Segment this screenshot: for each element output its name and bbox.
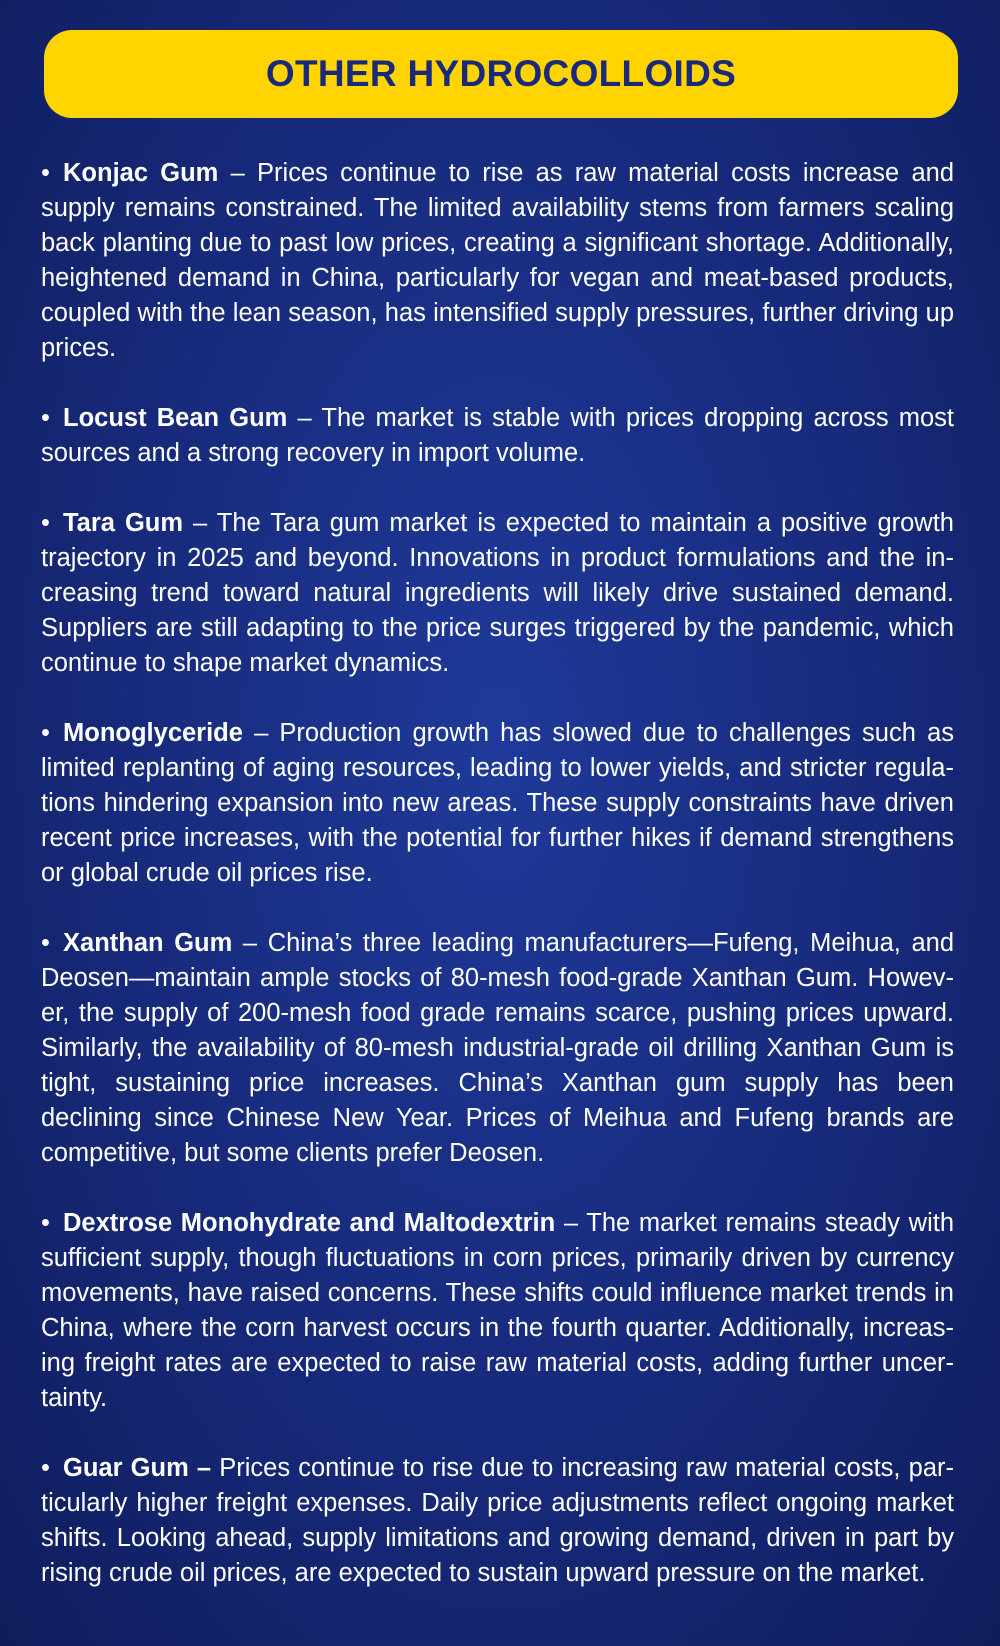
- item-term: Locust Bean Gum: [63, 404, 288, 432]
- item-text: – China’s three leading manufacturers—Fufeng, Meihua, and Deosen—maintain ample stocks of 80-mesh food-grade Xanthan Gum. However, the supply of 200-mesh food grade remains scarce, pushing prices upward. Similarly, the availability of 80-mesh industrial-grade oil drilling Xanthan Gum is tight, sustaining price increases. China’s Xanthan gum supply has been declining since Chinese New Year. Prices of Meihua and Fufeng brands are competitive, but some clients prefer Deosen.: [41, 929, 955, 1167]
- bullet-icon: •: [41, 404, 50, 432]
- item-term: Xanthan Gum: [63, 929, 233, 957]
- content-list: [41, 156, 954, 1626]
- list-item-locust-bean-gum: [41, 401, 954, 471]
- list-item-monoglyceride: [41, 716, 954, 891]
- list-item-konjac-gum: [41, 156, 954, 366]
- page-title: OTHER HYDROCOLLOIDS: [265, 53, 737, 94]
- item-text: Prices continue to rise due to increasing raw material costs, particularly higher freight expenses. Daily price adjustments reflect ongoing market shifts. Looking ahead, supply limitations and growing demand, driven in part by rising crude oil prices, are expected to sustain upward pressure on the market.: [41, 1454, 955, 1587]
- item-text: – The market remains steady with sufficient supply, though fluctuations in corn prices, primarily driven by currency movements, have raised concerns. These shifts could influence market trends in China, where the corn harvest occurs in the fourth quarter. Additionally, increasing freight rates are expected to raise raw material costs, adding further uncertainty.: [41, 1209, 955, 1412]
- bullet-icon: •: [41, 509, 50, 537]
- list-item-guar-gum: [41, 1451, 954, 1591]
- item-text: – Prices continue to rise as raw material costs increase and supply remains constrained. The limited availability stems from farmers scaling back planting due to past low prices, creating a significant shortage. Additionally, heightened demand in China, particularly for vegan and meat-based products, coupled with the lean season, has intensified supply pressures, further driving up prices.: [41, 159, 955, 362]
- item-text: – The market is stable with prices dropping across most sources and a strong recovery in import volume.: [41, 404, 954, 467]
- bullet-icon: •: [41, 1209, 50, 1237]
- list-item-tara-gum: [41, 506, 954, 681]
- title-banner: [44, 30, 958, 118]
- bullet-icon: •: [41, 929, 50, 957]
- item-text: – Production growth has slowed due to challenges such as limited replanting of aging resources, leading to lower yields, and stricter regulations hindering expansion into new areas. These supply constraints have driven recent price increases, with the potential for further hikes if demand strengthens or global crude oil prices rise.: [41, 719, 954, 887]
- bullet-icon: •: [41, 1454, 50, 1482]
- bullet-icon: •: [41, 719, 50, 747]
- item-text: – The Tara gum market is expected to maintain a positive growth trajectory in 2025 and beyond. Innovations in product formulations and the increasing trend toward natural ingredients will likely drive sustained demand. Suppliers are still adapting to the price surges triggered by the pandemic, which continue to shape market dynamics.: [41, 509, 954, 677]
- list-item-xanthan-gum: [41, 926, 954, 1171]
- item-term: Monoglyceride: [63, 719, 243, 747]
- item-term: Tara Gum: [63, 509, 184, 537]
- list-item-dextrose-maltodextrin: [41, 1206, 954, 1416]
- item-term: Konjac Gum: [63, 159, 219, 187]
- item-term: Guar Gum –: [63, 1454, 212, 1482]
- item-term: Dextrose Monohydrate and Maltodextrin: [63, 1209, 556, 1237]
- bullet-icon: •: [41, 159, 50, 187]
